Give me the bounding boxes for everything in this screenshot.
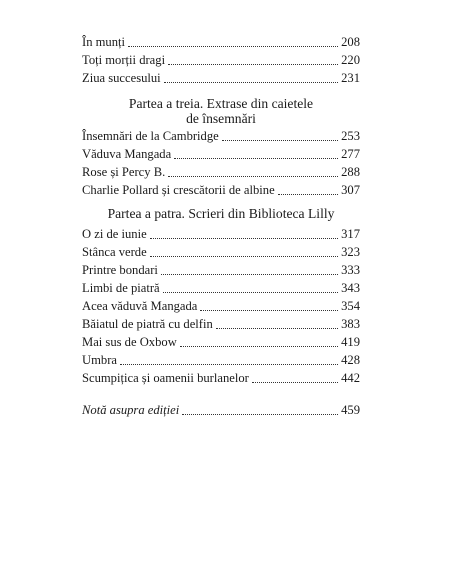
toc-entry <box>82 244 360 260</box>
toc-entry-page: 253 <box>341 129 360 143</box>
dot-leader <box>216 328 338 329</box>
toc-entry-page: 317 <box>341 227 360 241</box>
toc-entry-page: 288 <box>341 165 360 179</box>
toc-entry-title: Însemnări de la Cambridge <box>82 129 219 143</box>
toc-entry <box>82 146 360 162</box>
toc-entry <box>82 280 360 296</box>
dot-leader <box>150 238 338 239</box>
dot-leader <box>163 292 338 293</box>
toc-entry-title: O zi de iunie <box>82 227 147 241</box>
dot-leader <box>164 82 338 83</box>
part-four-heading: Partea a patra. Scrieri din Biblioteca Lilly <box>107 206 335 221</box>
dot-leader <box>278 194 338 195</box>
toc-entry-page: 419 <box>341 335 360 349</box>
toc-entry-title: Scumpițica și oamenii burlanelor <box>82 371 249 385</box>
toc-entry-title: Printre bondari <box>82 263 158 277</box>
toc-entry <box>82 262 360 278</box>
toc-entry <box>82 352 360 368</box>
dot-leader <box>168 176 338 177</box>
toc-entry-title: Acea văduvă Mangada <box>82 299 198 313</box>
toc-entry-title: Văduva Mangada <box>82 147 172 161</box>
dot-leader <box>174 158 338 159</box>
toc-entry <box>82 164 360 180</box>
dot-leader <box>180 346 338 347</box>
toc-entry-title: Rose și Percy B. <box>82 165 166 179</box>
toc-entry-toti-mortii-dragi <box>82 52 360 68</box>
toc-entry-page: 428 <box>341 353 360 367</box>
toc-entry <box>82 226 360 242</box>
toc-entry-edition-note <box>82 402 360 418</box>
toc-entry-page: 459 <box>341 403 360 417</box>
toc-entry <box>82 298 360 314</box>
toc-entry-page: 307 <box>341 183 360 197</box>
part-three-heading-line-2: de însemnări <box>186 111 256 126</box>
dot-leader <box>252 382 338 383</box>
dot-leader <box>168 64 338 65</box>
dot-leader <box>161 274 338 275</box>
toc-entry <box>82 182 360 198</box>
toc-entry-page: 333 <box>341 263 360 277</box>
toc-entry <box>82 334 360 350</box>
toc-entry-title: Băiatul de piatră cu delfin <box>82 317 213 331</box>
toc-entry-page: 277 <box>341 147 360 161</box>
toc-entry-title: Umbra <box>82 353 117 367</box>
toc-entry-title: Limbi de piatră <box>82 281 160 295</box>
toc-entry-ziua-succesului <box>82 70 360 86</box>
dot-leader <box>222 140 338 141</box>
toc-entry-title: Toți morții dragi <box>82 53 166 67</box>
dot-leader <box>182 414 338 415</box>
toc-entry <box>82 128 360 144</box>
toc-entry-page: 343 <box>341 281 360 295</box>
dot-leader <box>200 310 338 311</box>
toc-entry-title: În munți <box>82 35 126 49</box>
toc-entry-title: Notă asupra ediției <box>82 403 180 417</box>
toc-entry-title: Charlie Pollard și crescătorii de albine <box>82 183 275 197</box>
toc-entry-page: 354 <box>341 299 360 313</box>
part-three-heading-line-1: Partea a treia. Extrase din caietele <box>128 96 314 111</box>
dot-leader <box>150 256 338 257</box>
dot-leader <box>120 364 338 365</box>
toc-entry-title: Ziua succesului <box>82 71 161 85</box>
toc-entry-in-munti <box>82 34 360 50</box>
toc-entry-title: Mai sus de Oxbow <box>82 335 177 349</box>
toc-entry-page: 323 <box>341 245 360 259</box>
toc-entry-page: 442 <box>341 371 360 385</box>
toc-entry-page: 231 <box>341 71 360 85</box>
toc-entry <box>82 316 360 332</box>
toc-entry-title: Stânca verde <box>82 245 147 259</box>
toc-entry-page: 208 <box>341 35 360 49</box>
toc-entry-page: 383 <box>341 317 360 331</box>
dot-leader <box>128 46 338 47</box>
toc-entry-page: 220 <box>341 53 360 67</box>
toc-entry <box>82 370 360 386</box>
